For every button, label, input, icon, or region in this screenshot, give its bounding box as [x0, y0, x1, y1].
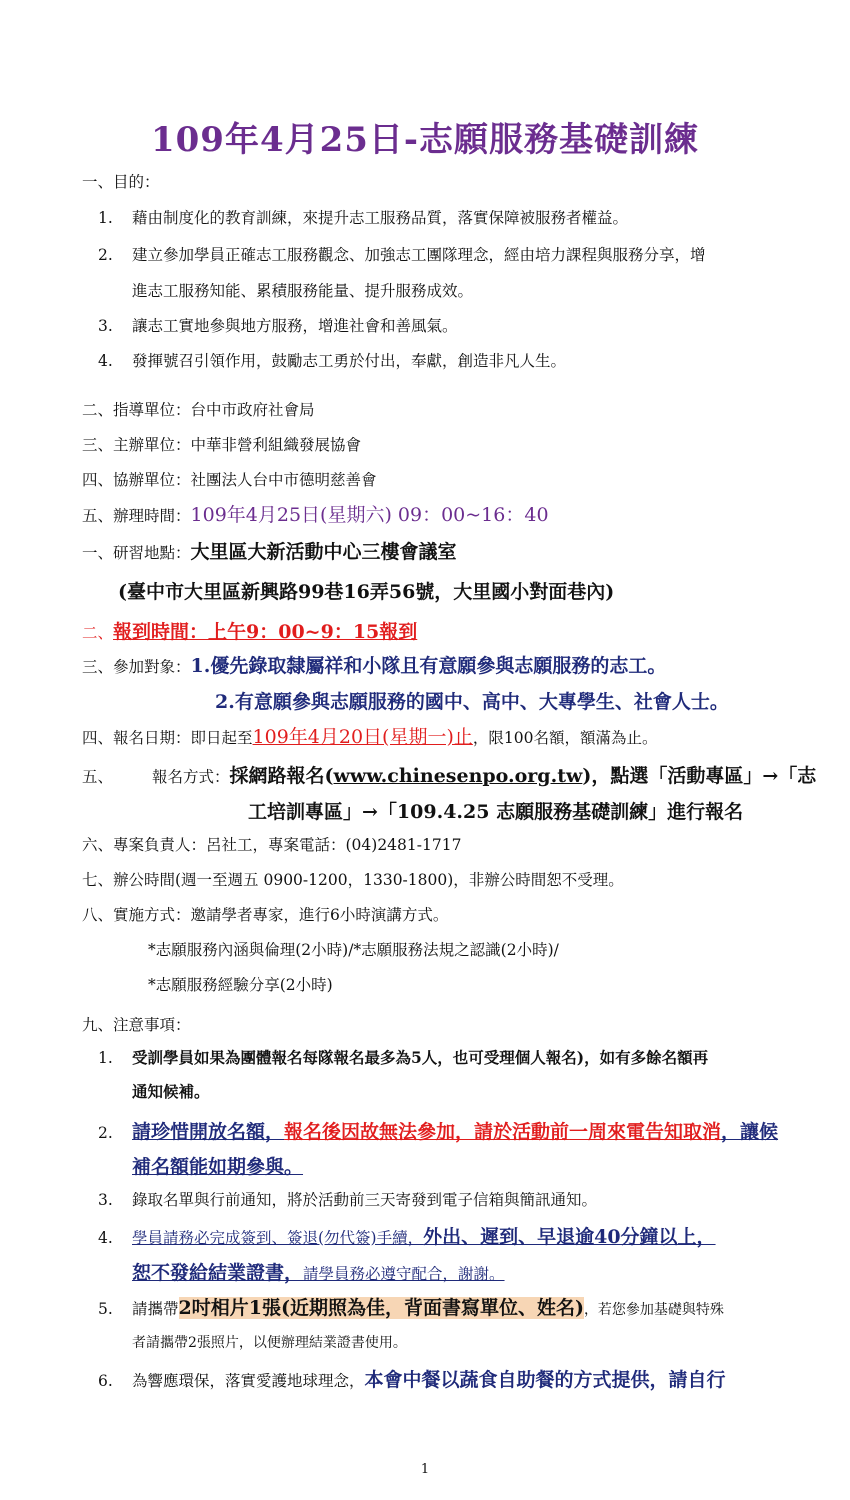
list-text: 為響應環保，落實愛護地球理念，: [132, 1372, 365, 1390]
list-number: 3.: [98, 1191, 113, 1209]
list-text-red: 報名後因故無法參加，請於活動前一周來電告知取消: [284, 1121, 722, 1143]
target-item-1: 1.優先錄取隸屬祥和小隊且有意願參與志願服務的志工。: [190, 655, 667, 677]
note-1-cont: 通知候補。: [132, 1082, 210, 1101]
list-text: 學員請務必完成簽到、簽退(勿代簽)手續，: [132, 1229, 424, 1247]
list-text-bold: 外出、遲到、早退逾40分鐘以上，: [423, 1226, 716, 1248]
time-value: 109年4月25日(星期六) 09：00~16：40: [190, 504, 549, 526]
signup-date-rest: ，限100名額，額滿為止。: [472, 729, 658, 747]
method-text-cont: 工培訓專區」→「109.4.25 志願服務基礎訓練」進行報名: [248, 801, 744, 823]
note-4-cont: [132, 1263, 505, 1284]
venue: [82, 542, 457, 563]
venue-address: (臺中市大里區新興路99巷16弄56號，大里國小對面巷內): [118, 581, 615, 603]
signup-deadline: 109年4月20日(星期一)止: [252, 726, 473, 748]
note-3: [98, 1190, 597, 1210]
page-title: 109年4月25日-志願服務基礎訓練: [150, 120, 700, 160]
method-label-2: 報名方式：: [152, 768, 230, 786]
page-number: 1: [420, 1462, 430, 1477]
method-text: 採網路報名(: [229, 765, 334, 787]
note-2-cont: 補名額能如期參與。: [132, 1156, 304, 1178]
list-text-bold: 本會中餐以蔬食自助餐的方式提供，請自行: [364, 1369, 726, 1391]
note-5-cont: 者請攜帶2張照片，以便辦理結業證書使用。: [132, 1335, 407, 1351]
target: [82, 656, 666, 677]
contact: 六、專案負責人：呂社工，專案電話：(04)2481-1717: [82, 836, 462, 854]
co-unit: 四、協辦單位：社團法人台中市德明慈善會: [82, 471, 377, 489]
checkin-value: 報到時間：上午9：00~9：15報到: [113, 621, 418, 643]
note-4: [98, 1227, 716, 1248]
notes-heading: 九、注意事項：: [82, 1016, 191, 1034]
list-number: 4.: [98, 352, 113, 370]
checkin-time: [82, 622, 417, 643]
guide-unit: 二、指導單位：台中市政府社會局: [82, 401, 315, 419]
list-text: 錄取名單與行前通知，將於活動前三天寄發到電子信箱與簡訊通知。: [132, 1191, 598, 1209]
purpose-item-3: [98, 316, 458, 336]
note-2: [98, 1122, 778, 1143]
time-label: 五、辦理時間：: [82, 507, 191, 525]
list-text-bold: 恕不發給結業證書，: [132, 1262, 304, 1284]
purpose-item-2-cont: 進志工服務知能、累積服務能量、提升服務成效。: [132, 282, 474, 300]
list-text: 請學員務必遵守配合，謝謝。: [303, 1265, 505, 1283]
host-unit: 三、主辦單位：中華非營利組織發展協會: [82, 436, 362, 454]
list-number: 1.: [98, 209, 113, 227]
list-text: 建立參加學員正確志工服務觀念、加強志工團隊理念，經由培力課程與服務分享，增: [132, 246, 706, 264]
purpose-heading: 一、目的：: [82, 173, 160, 191]
signup-url-link[interactable]: www.chinesenpo.org.tw: [333, 765, 583, 787]
checkin-label: 二、: [82, 624, 114, 642]
course-1: *志願服務內涵與倫理(2小時)/*志願服務法規之認識(2小時)/: [148, 941, 559, 959]
venue-value: 大里區大新活動中心三樓會議室: [190, 541, 457, 563]
list-text: 請攜帶: [132, 1300, 179, 1318]
method: 八、實施方式：邀請學者專家，進行6小時演講方式。: [82, 906, 449, 924]
event-time: [82, 505, 549, 526]
course-2: *志願服務經驗分享(2小時): [148, 976, 333, 994]
method-label: 五、: [82, 768, 114, 786]
list-text: 藉由制度化的教育訓練，來提升志工服務品質，落實保障被服務者權益。: [132, 209, 629, 227]
signup-date: [82, 727, 657, 748]
list-text: 請珍惜開放名額，: [132, 1121, 285, 1143]
target-item-2: 2.有意願參與志願服務的國中、高中、大專學生、社會人士。: [215, 691, 729, 713]
list-number: 1.: [98, 1049, 113, 1067]
purpose-item-1: [98, 208, 628, 228]
list-number: 5.: [98, 1300, 113, 1318]
note-5: [98, 1298, 724, 1320]
target-label: 三、參加對象：: [82, 658, 191, 676]
venue-label: 一、研習地點：: [82, 544, 191, 562]
list-number: 6.: [98, 1372, 113, 1390]
list-text: 受訓學員如果為團體報名每隊報名最多為5人，也可受理個人報名)，如有多餘名額再: [132, 1048, 709, 1067]
list-text: 讓志工實地參與地方服務，增進社會和善風氣。: [132, 317, 458, 335]
office-hours: 七、辦公時間(週一至週五 0900-1200，1330-1800)，非辦公時間恕不受理。: [82, 871, 624, 889]
purpose-item-4: [98, 351, 566, 371]
signup-method: [82, 766, 816, 787]
purpose-item-2: [98, 245, 706, 265]
list-text-tail: ，若您參加基礎與特殊: [583, 1302, 724, 1318]
list-number: 4.: [98, 1229, 113, 1247]
list-text-tail: ，讓候: [721, 1121, 779, 1143]
list-number: 2.: [98, 1124, 113, 1142]
list-text: 發揮號召引領作用，鼓勵志工勇於付出，奉獻，創造非凡人生。: [132, 352, 567, 370]
note-6: [98, 1370, 726, 1391]
list-number: 2.: [98, 246, 113, 264]
method-text-2: )，點選「活動專區」→「志: [582, 765, 817, 787]
list-number: 3.: [98, 317, 113, 335]
list-text-highlight: 2吋相片1張(近期照為佳，背面書寫單位、姓名): [178, 1297, 584, 1319]
signup-date-label: 四、報名日期：即日起至: [82, 729, 253, 747]
note-1: [98, 1048, 708, 1068]
